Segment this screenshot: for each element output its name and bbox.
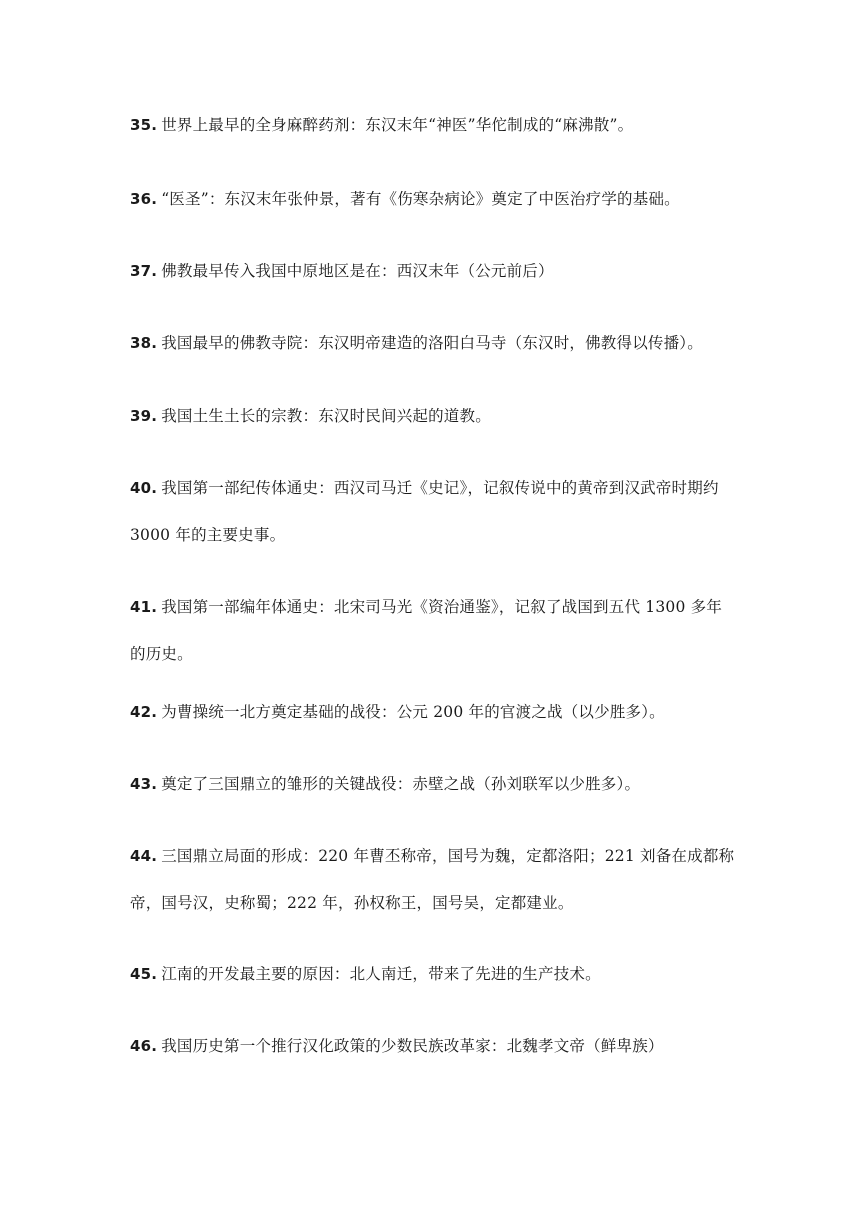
- item-text: 我国第一部编年体通史：北宋司马光《资治通鉴》，记叙了战国到五代 1300 多年的历史。: [130, 598, 723, 663]
- item-number: 44.: [130, 847, 158, 865]
- item-number: 36.: [130, 190, 158, 208]
- list-item: [130, 1023, 735, 1070]
- item-text: 我国历史第一个推行汉化政策的少数民族改革家：北魏孝文帝（鲜卑族）: [161, 1037, 664, 1055]
- item-text: 江南的开发最主要的原因：北人南迁，带来了先进的生产技术。: [161, 965, 601, 983]
- item-number: 45.: [130, 965, 158, 983]
- item-number: 41.: [130, 598, 158, 616]
- list-item: [130, 465, 735, 559]
- item-text: 三国鼎立局面的形成：220 年曹丕称帝，国号为魏，定都洛阳；221 刘备在成都称帝，国号汉，史称蜀；222 年，孙权称王，国号吴，定都建业。: [130, 847, 735, 912]
- item-number: 39.: [130, 407, 158, 425]
- item-text: “医圣”：东汉末年张仲景，著有《伤寒杂病论》奠定了中医治疗学的基础。: [161, 190, 680, 208]
- item-number: 38.: [130, 334, 158, 352]
- item-text: 我国第一部纪传体通史：西汉司马迁《史记》，记叙传说中的黄帝到汉武帝时期约 3000 年的主要史事。: [130, 479, 719, 544]
- item-number: 43.: [130, 775, 158, 793]
- list-item: [130, 833, 735, 927]
- item-text: 我国土生土长的宗教：东汉时民间兴起的道教。: [161, 407, 491, 425]
- list-item: [130, 102, 735, 149]
- list-item: [130, 584, 735, 678]
- list-item: [130, 393, 735, 440]
- item-number: 42.: [130, 703, 158, 721]
- item-number: 37.: [130, 262, 158, 280]
- list-item: [130, 248, 735, 295]
- list-item: [130, 761, 735, 808]
- list-item: [130, 320, 735, 367]
- list-item: [130, 176, 735, 223]
- item-number: 46.: [130, 1037, 158, 1055]
- list-item: [130, 689, 735, 736]
- item-text: 世界上最早的全身麻醉药剂：东汉末年“神医”华佗制成的“麻沸散”。: [161, 116, 634, 134]
- item-text: 奠定了三国鼎立的雏形的关键战役：赤壁之战（孙刘联军以少胜多）。: [161, 775, 641, 793]
- list-item: [130, 951, 735, 998]
- item-number: 35.: [130, 116, 158, 134]
- item-number: 40.: [130, 479, 158, 497]
- item-text: 我国最早的佛教寺院：东汉明帝建造的洛阳白马寺（东汉时，佛教得以传播）。: [161, 334, 703, 352]
- item-text: 佛教最早传入我国中原地区是在：西汉末年（公元前后）: [161, 262, 554, 280]
- item-text: 为曹操统一北方奠定基础的战役：公元 200 年的官渡之战（以少胜多）。: [161, 703, 665, 721]
